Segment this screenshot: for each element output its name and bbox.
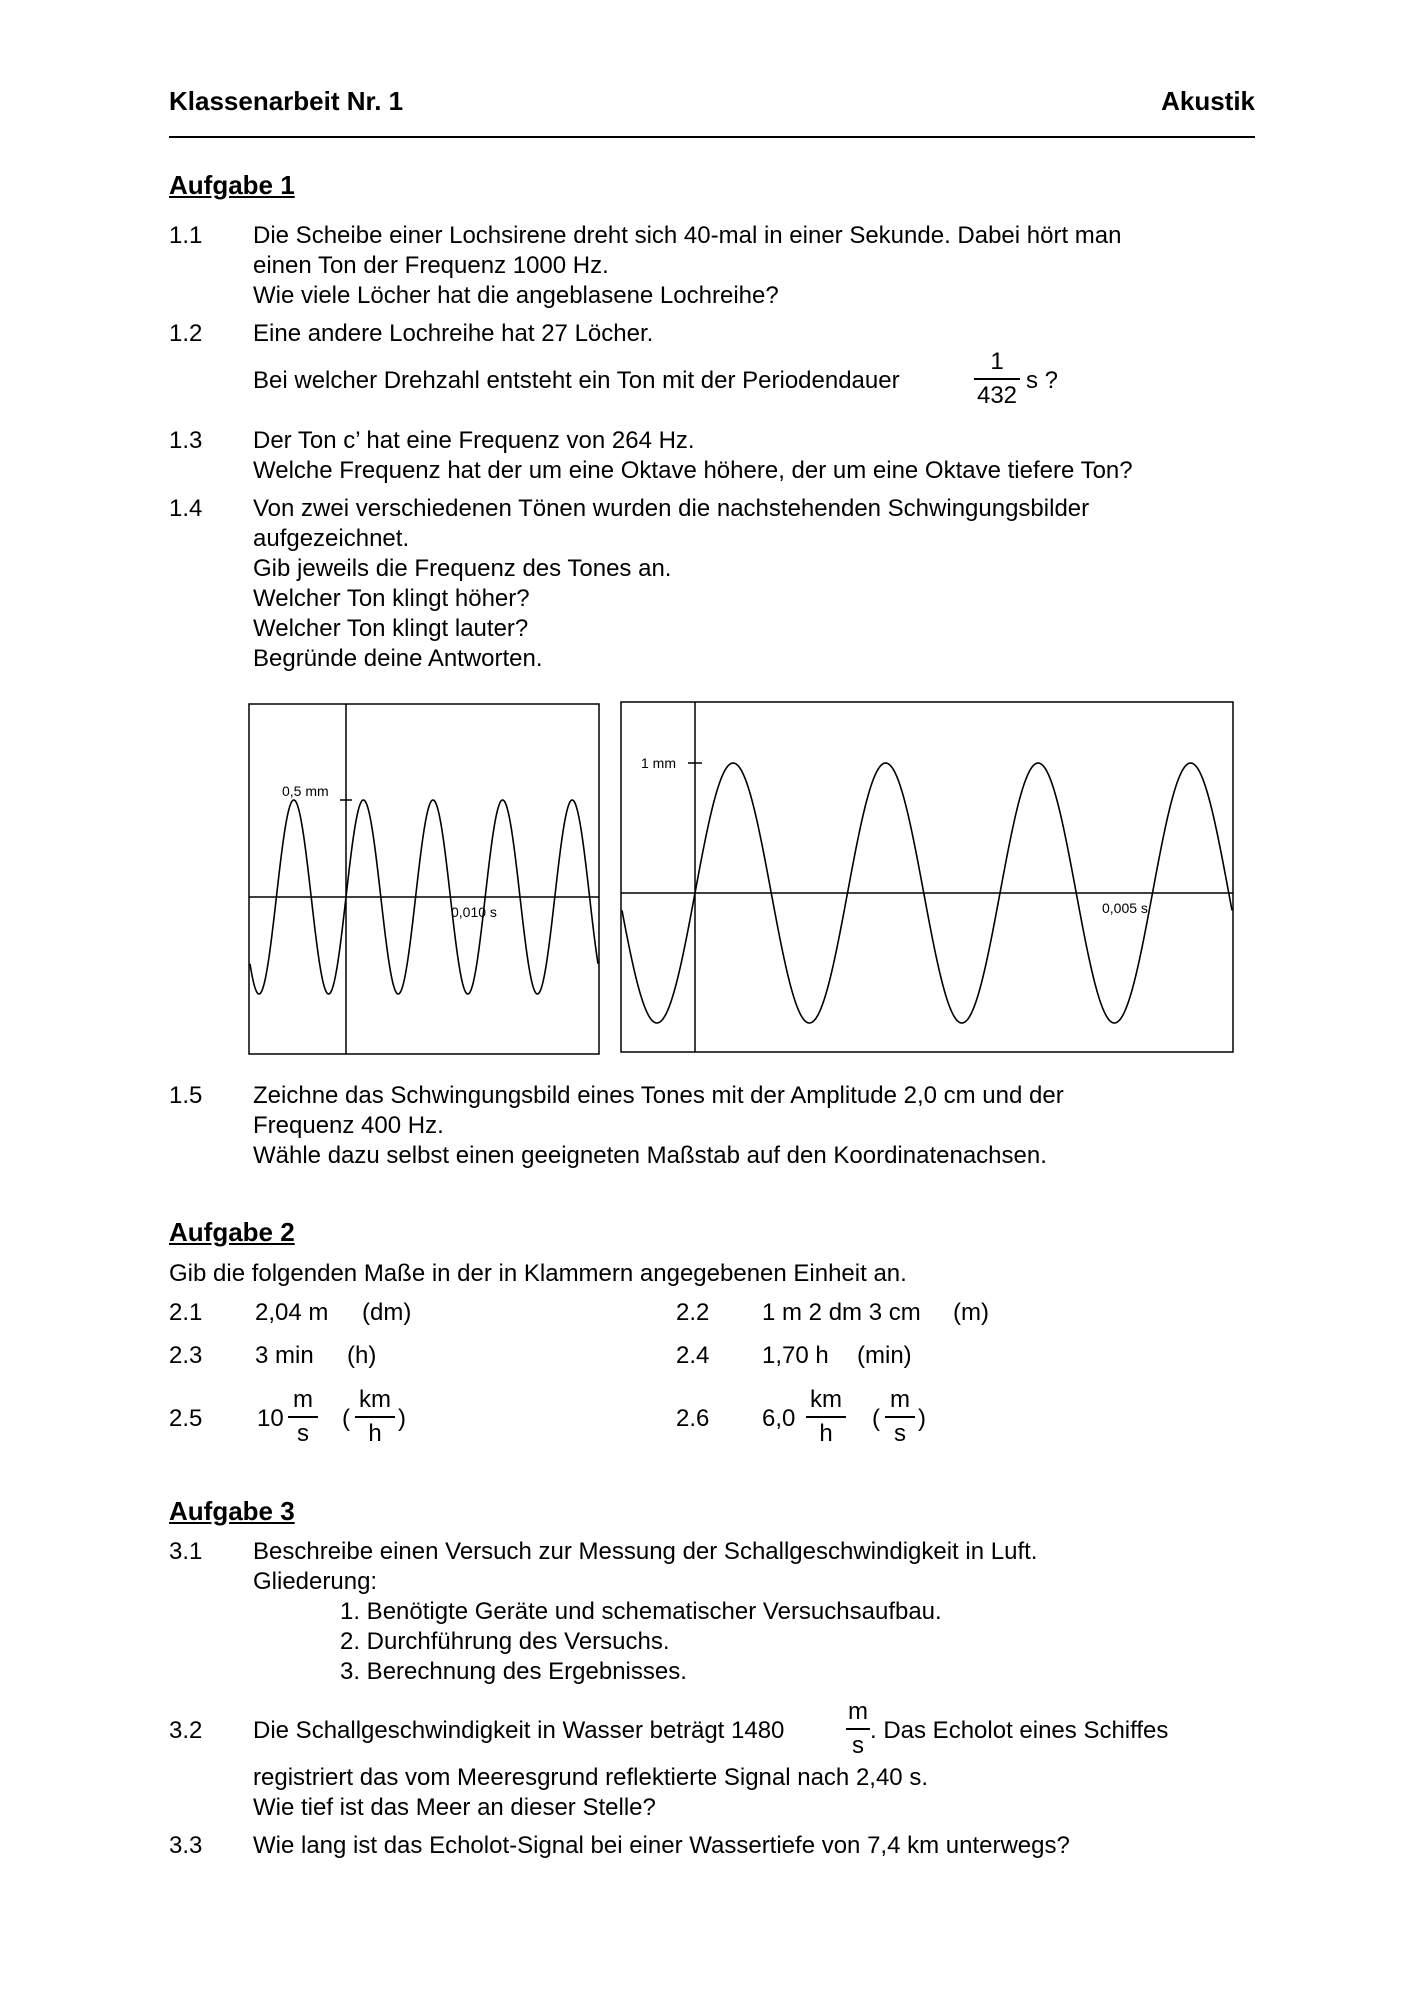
item-value: 1 m 2 dm 3 cm — [762, 1299, 921, 1326]
item-text: . Das Echolot eines Schiffes — [870, 1717, 1169, 1744]
item-text: Beschreibe einen Versuch zur Messung der Schallgeschwindigkeit in Luft. — [253, 1538, 1038, 1565]
list-item: 3. Berechnung des Ergebnisses. — [340, 1658, 687, 1685]
list-item: 2. Durchführung des Versuchs. — [340, 1628, 670, 1655]
fraction-numerator: m — [890, 1386, 910, 1413]
item-value: 10 — [257, 1405, 284, 1432]
fraction-bar — [288, 1416, 318, 1418]
item-text: Wie lang ist das Echolot-Signal bei einer Wassertiefe von 7,4 km unterwegs? — [253, 1832, 1070, 1859]
item-text: Wie viele Löcher hat die angeblasene Lochreihe? — [253, 282, 779, 309]
x-tick-label: 0,010 s — [451, 904, 497, 920]
header-rule — [169, 136, 1255, 138]
item-number: 2.5 — [169, 1405, 203, 1432]
item-unit: (min) — [857, 1342, 912, 1369]
item-text: Welche Frequenz hat der um eine Oktave höhere, der um eine Oktave tiefere Ton? — [253, 457, 1133, 484]
open-paren: ( — [342, 1405, 350, 1432]
oscillogram-right — [620, 701, 1236, 1056]
item-number: 2.3 — [169, 1342, 203, 1369]
fraction-numerator: m — [293, 1386, 313, 1413]
item-number: 2.2 — [676, 1299, 710, 1326]
fraction-denominator: h — [368, 1419, 382, 1447]
fraction-numerator: km — [810, 1386, 842, 1413]
aufgabe-3-title: Aufgabe 3 — [169, 1496, 295, 1526]
fraction-bar — [885, 1416, 915, 1418]
unit-fraction — [288, 1386, 318, 1448]
target-unit-fraction — [885, 1386, 915, 1448]
item-number: 3.3 — [169, 1832, 203, 1859]
item-text: einen Ton der Frequenz 1000 Hz. — [253, 252, 609, 279]
item-text: Zeichne das Schwingungsbild eines Tones mit der Amplitude 2,0 cm und der — [253, 1082, 1064, 1109]
item-text: Gliederung: — [253, 1568, 378, 1595]
close-paren: ) — [918, 1405, 926, 1432]
oscillogram-left — [248, 703, 604, 1058]
item-number: 1.5 — [169, 1082, 203, 1109]
fraction-bar — [355, 1416, 395, 1418]
item-unit: (m) — [953, 1299, 989, 1326]
item-number: 1.2 — [169, 320, 203, 347]
item-text: Bei welcher Drehzahl entsteht ein Ton mit der Periodendauer — [253, 367, 900, 394]
unit-fraction — [806, 1386, 846, 1448]
fraction-denominator: s — [852, 1731, 864, 1759]
item-number: 2.4 — [676, 1342, 710, 1369]
item-text: aufgezeichnet. — [253, 525, 410, 552]
item-value: 1,70 h — [762, 1342, 829, 1369]
target-unit-fraction — [355, 1386, 395, 1448]
item-text: Die Schallgeschwindigkeit in Wasser beträgt 1480 — [253, 1717, 785, 1744]
close-paren: ) — [398, 1405, 406, 1432]
fraction-denominator: s — [297, 1419, 309, 1447]
fraction-bar — [846, 1728, 870, 1730]
open-paren: ( — [872, 1405, 880, 1432]
oscillogram-frame — [621, 702, 1233, 1052]
fraction-unit: s ? — [1026, 367, 1059, 394]
item-text: Welcher Ton klingt lauter? — [253, 615, 529, 642]
item-number: 1.1 — [169, 222, 203, 249]
period-fraction — [974, 348, 1020, 410]
item-number: 3.2 — [169, 1717, 203, 1744]
aufgabe-2-title: Aufgabe 2 — [169, 1217, 295, 1247]
y-tick-label: 0,5 mm — [282, 783, 329, 799]
y-tick-label: 1 mm — [641, 755, 676, 771]
item-value: 3 min — [255, 1342, 314, 1369]
header-topic: Akustik — [1161, 86, 1255, 116]
fraction-denominator: s — [894, 1419, 906, 1447]
fraction-denominator: 432 — [976, 381, 1018, 409]
fraction-denominator: h — [819, 1419, 833, 1447]
fraction-numerator: m — [848, 1698, 868, 1725]
fraction-bar — [974, 378, 1020, 380]
item-text: Welcher Ton klingt höher? — [253, 585, 530, 612]
item-text: Wähle dazu selbst einen geeigneten Maßstab auf den Koordinatenachsen. — [253, 1142, 1047, 1169]
item-number: 2.6 — [676, 1405, 710, 1432]
item-unit: (dm) — [362, 1299, 412, 1326]
header-title: Klassenarbeit Nr. 1 — [169, 86, 404, 116]
speed-unit-fraction — [846, 1698, 870, 1760]
item-number: 3.1 — [169, 1538, 203, 1565]
item-text: Eine andere Lochreihe hat 27 Löcher. — [253, 320, 654, 347]
fraction-numerator: km — [359, 1386, 391, 1413]
item-text: Von zwei verschiedenen Tönen wurden die nachstehenden Schwingungsbilder — [253, 495, 1090, 522]
item-text: Begründe deine Antworten. — [253, 645, 543, 672]
item-text: registriert das vom Meeresgrund reflektierte Signal nach 2,40 s. — [253, 1764, 928, 1791]
x-tick-label: 0,005 s — [1102, 900, 1148, 916]
aufgabe-1-title: Aufgabe 1 — [169, 170, 295, 200]
item-text: Gib jeweils die Frequenz des Tones an. — [253, 555, 672, 582]
list-item: 1. Benötigte Geräte und schematischer Versuchsaufbau. — [340, 1598, 942, 1625]
item-text: Die Scheibe einer Lochsirene dreht sich 40-mal in einer Sekunde. Dabei hört man — [253, 222, 1122, 249]
item-value: 6,0 — [762, 1405, 796, 1432]
item-number: 1.3 — [169, 427, 203, 454]
item-text: Wie tief ist das Meer an dieser Stelle? — [253, 1794, 656, 1821]
item-unit: (h) — [347, 1342, 377, 1369]
item-text: Frequenz 400 Hz. — [253, 1112, 444, 1139]
item-value: 2,04 m — [255, 1299, 329, 1326]
item-text: Der Ton c’ hat eine Frequenz von 264 Hz. — [253, 427, 695, 454]
item-number: 2.1 — [169, 1299, 203, 1326]
aufgabe-2-intro: Gib die folgenden Maße in der in Klammern angegebenen Einheit an. — [169, 1260, 907, 1287]
fraction-numerator: 1 — [990, 348, 1004, 375]
item-number: 1.4 — [169, 495, 203, 522]
oscillogram-frame — [249, 704, 599, 1054]
fraction-bar — [806, 1416, 846, 1418]
